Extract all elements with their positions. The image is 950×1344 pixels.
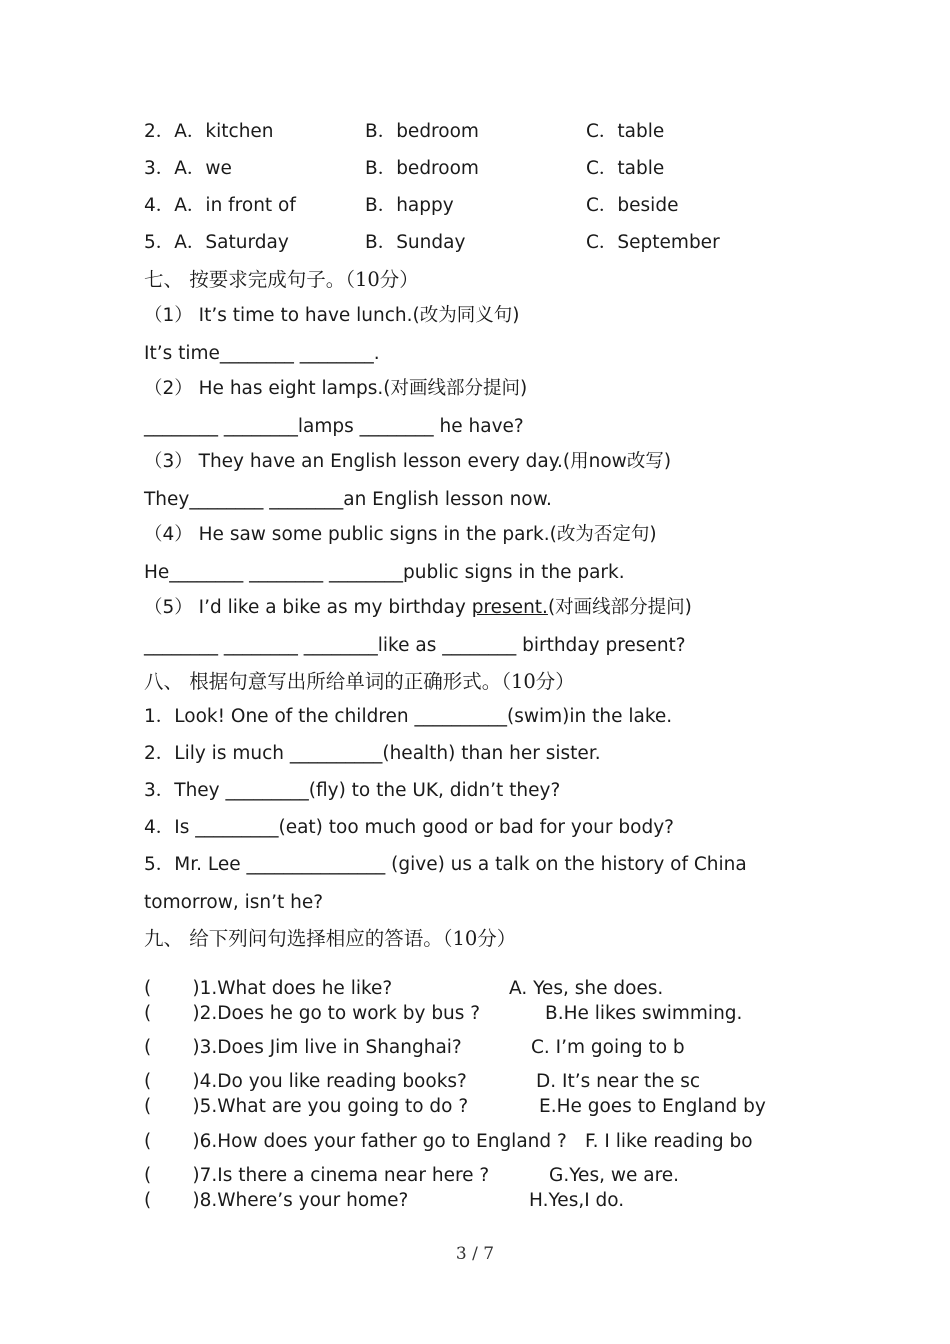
s9-answer-d: D. It’s near the sc — [536, 1071, 701, 1092]
s7-question-5-instruction: (对画线部分提问) — [547, 597, 692, 618]
s7-answer-5: ________ ________ ________like as ________ birthday present? — [144, 635, 686, 656]
option-row-3-b: B．bedroom — [365, 158, 479, 179]
s7-question-5-text: （5） I’d like a bike as my birthday — [144, 597, 472, 618]
s9-question-5: ( )5.What are you going to do ? — [144, 1096, 469, 1117]
s9-question-7: ( )7.Is there a cinema near here ? — [144, 1165, 490, 1186]
s9-question-6: ( )6.How does your father go to England ? — [144, 1131, 567, 1152]
s9-question-1: ( )1.What does he like? — [144, 978, 393, 999]
s7-question-2: （2） He has eight lamps.(对画线部分提问) — [144, 378, 528, 399]
s9-question-4: ( )4.Do you like reading books? — [144, 1071, 467, 1092]
s8-item-5-cont: tomorrow, isn’t he? — [144, 892, 324, 913]
s7-question-1: （1） It’s time to have lunch.(改为同义句) — [144, 305, 520, 326]
s9-answer-c: C. I’m going to b — [531, 1037, 685, 1058]
s8-item-2: 2．Lily is much __________(health) than her sister. — [144, 743, 601, 764]
s8-item-4: 4．Is _________(eat) too much good or bad for your body? — [144, 817, 674, 838]
option-row-4-b: B．happy — [365, 195, 454, 216]
option-row-5-c: C．September — [586, 232, 720, 253]
option-row-5-a: 5．A．Saturday — [144, 232, 289, 253]
option-row-2-b: B．bedroom — [365, 121, 479, 142]
s7-question-3: （3） They have an English lesson every day.(用now改写) — [144, 451, 672, 472]
s7-answer-4: He________ ________ ________public signs in the park. — [144, 562, 625, 583]
section8-heading: 八、 根据句意写出所给单词的正确形式。（10分） — [144, 670, 575, 693]
option-row-4-c: C．beside — [586, 195, 679, 216]
s9-answer-e: E.He goes to England by — [539, 1096, 766, 1117]
s9-answer-a: A. Yes, she does. — [509, 978, 664, 999]
s9-question-8: ( )8.Where’s your home? — [144, 1190, 409, 1211]
s9-question-3: ( )3.Does Jim live in Shanghai? — [144, 1037, 462, 1058]
s8-item-5: 5．Mr. Lee _______________ (give) us a talk on the history of China — [144, 854, 747, 875]
s7-question-4: （4） He saw some public signs in the park.(改为否定句) — [144, 524, 657, 545]
option-row-4-a: 4．A．in front of — [144, 195, 296, 216]
s7-answer-3: They________ ________an English lesson now. — [144, 489, 552, 510]
s7-answer-2: ________ ________lamps ________ he have? — [144, 416, 524, 437]
option-row-2-a: 2．A．kitchen — [144, 121, 274, 142]
option-row-3-a: 3．A．we — [144, 158, 232, 179]
option-row-2-c: C．table — [586, 121, 665, 142]
s9-answer-h: H.Yes,I do. — [529, 1190, 625, 1211]
s7-answer-1: It’s time________ ________. — [144, 343, 380, 364]
s7-question-5-underlined: present. — [471, 597, 548, 618]
section9-heading: 九、 给下列问句选择相应的答语。（10分） — [144, 927, 517, 950]
s9-question-2: ( )2.Does he go to work by bus ? — [144, 1003, 481, 1024]
option-row-5-b: B．Sunday — [365, 232, 466, 253]
section7-heading: 七、 按要求完成句子。（10分） — [144, 268, 419, 291]
s9-answer-f: F. I like reading bo — [585, 1131, 753, 1152]
s7-question-5 — [144, 599, 692, 618]
s8-item-1: 1．Look! One of the children __________(swim)in the lake. — [144, 706, 673, 727]
s9-answer-g: G.Yes, we are. — [549, 1165, 680, 1186]
page-number: 3 / 7 — [455, 1244, 495, 1264]
s9-answer-b: B.He likes swimming. — [545, 1003, 743, 1024]
s8-item-3: 3．They _________(fly) to the UK, didn’t they? — [144, 780, 561, 801]
option-row-3-c: C．table — [586, 158, 665, 179]
